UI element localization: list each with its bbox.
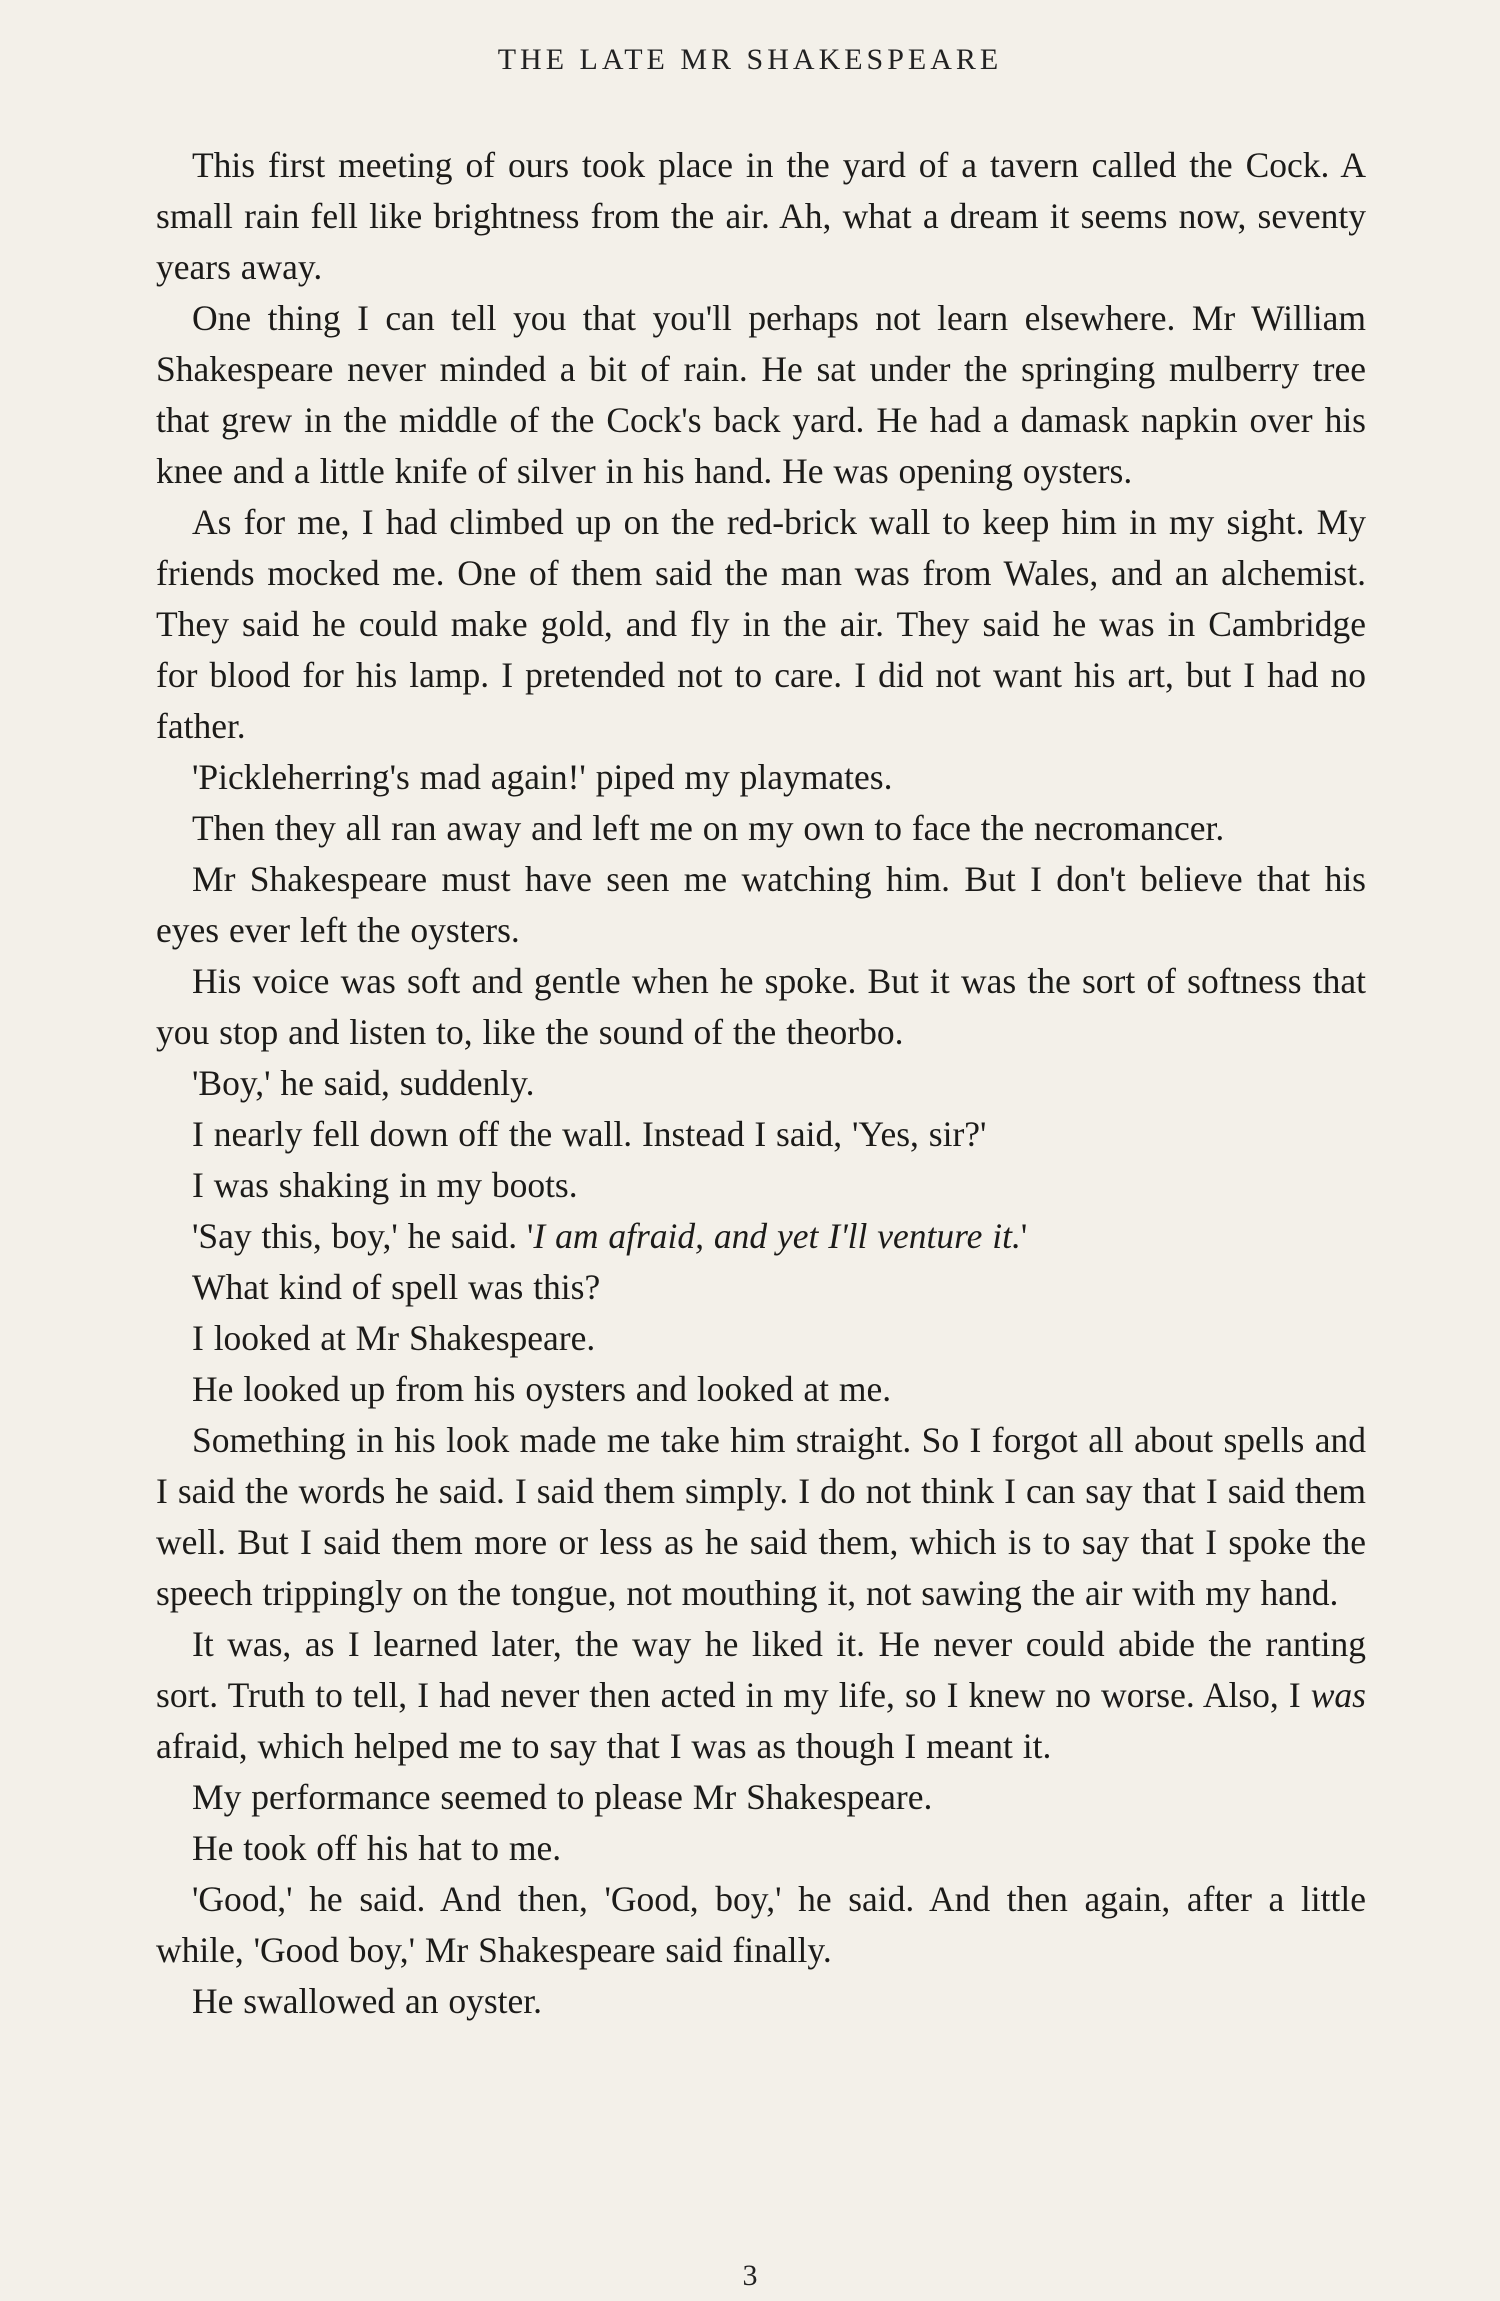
paragraph: He took off his hat to me. xyxy=(192,1828,562,1868)
paragraph: I was shaking in my boots. xyxy=(192,1165,578,1205)
paragraph-say-this xyxy=(156,1211,1366,1262)
paragraph: He looked up from his oysters and looked at me. xyxy=(192,1369,892,1409)
paragraph: Mr Shakespeare must have seen me watching him. But I don't believe that his eyes ever left the oysters. xyxy=(156,859,1366,950)
was-afraid-tail: afraid, which helped me to say that I was as though I meant it. xyxy=(156,1726,1052,1766)
say-this-quote: I am afraid, and yet I'll venture it. xyxy=(533,1216,1021,1256)
paragraph: This first meeting of ours took place in the yard of a tavern called the Cock. A small rain fell like brightness from the air. Ah, what a dream it seems now, seventy years away. xyxy=(156,145,1366,287)
paragraph: Then they all ran away and left me on my own to face the necromancer. xyxy=(192,808,1225,848)
paragraph: His voice was soft and gentle when he spoke. But it was the sort of softness that you stop and listen to, like the sound of the theorbo. xyxy=(156,961,1366,1052)
say-this-tail: ' xyxy=(1020,1216,1028,1256)
was-afraid-lead: It was, as I learned later, the way he liked it. He never could abide the ranting sort. Truth to tell, I had never then acted in my life, so I knew no worse. Also, I xyxy=(156,1624,1366,1715)
paragraph: What kind of spell was this? xyxy=(192,1267,601,1307)
say-this-lead: 'Say this, boy,' he said. ' xyxy=(192,1216,534,1256)
running-title: THE LATE MR SHAKESPEARE xyxy=(497,43,1003,76)
paragraph: He swallowed an oyster. xyxy=(192,1981,543,2021)
paragraph: 'Good,' he said. And then, 'Good, boy,' he said. And then again, after a little while, 'Good boy,' Mr Shakespeare said finally. xyxy=(156,1879,1366,1970)
paragraph: I looked at Mr Shakespeare. xyxy=(192,1318,596,1358)
paragraph: My performance seemed to please Mr Shakespeare. xyxy=(192,1777,933,1817)
paragraph: Something in his look made me take him straight. So I forgot all about spells and I said the words he said. I said them simply. I do not think I can say that I said them well. But I said them more or less as he said them, which is to say that I spoke the speech trippingly on the tongue, not mouthing it, not sawing the air with my hand. xyxy=(156,1420,1366,1613)
paragraph: 'Boy,' he said, suddenly. xyxy=(192,1063,535,1103)
paragraph: 'Pickleherring's mad again!' piped my playmates. xyxy=(192,757,893,797)
was-afraid-emphasis: was xyxy=(1310,1675,1366,1715)
body-text xyxy=(156,140,1366,2027)
paragraph-was-afraid xyxy=(156,1619,1366,1772)
paragraph: I nearly fell down off the wall. Instead I said, 'Yes, sir?' xyxy=(192,1114,987,1154)
page-number: 3 xyxy=(742,2259,758,2292)
paragraph: As for me, I had climbed up on the red-brick wall to keep him in my sight. My friends mocked me. One of them said the man was from Wales, and an alchemist. They said he could make gold, and fly in the air. They said he was in Cambridge for blood for his lamp. I pretended not to care. I did not want his art, but I had no father. xyxy=(156,502,1366,746)
paragraph: One thing I can tell you that you'll perhaps not learn elsewhere. Mr William Shakespeare never minded a bit of rain. He sat under the springing mulberry tree that grew in the middle of the Cock's back yard. He had a damask napkin over his knee and a little knife of silver in his hand. He was opening oysters. xyxy=(156,298,1366,491)
